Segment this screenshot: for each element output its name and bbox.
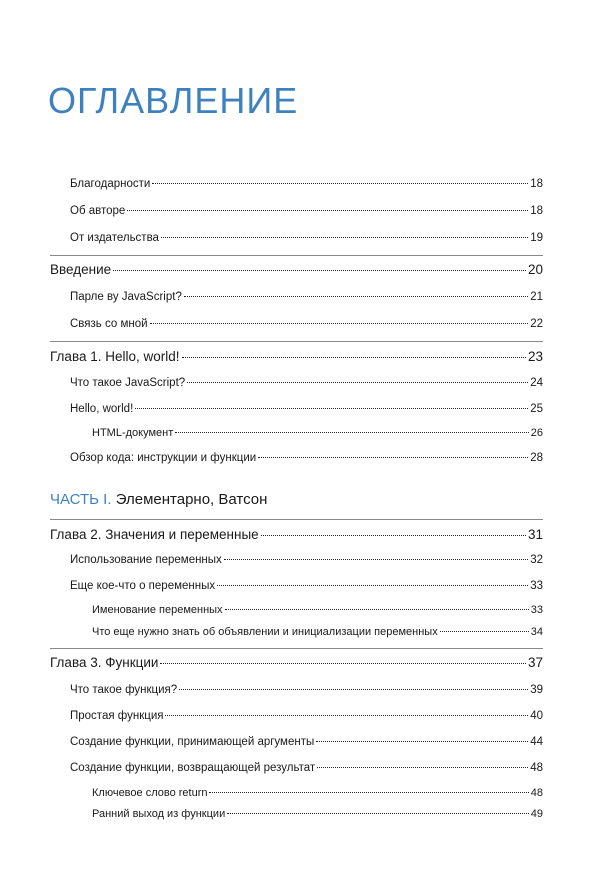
leader-dots <box>317 767 528 768</box>
leader-dots <box>175 432 529 433</box>
toc-entry-page: 39 <box>530 684 543 696</box>
leader-dots <box>224 559 528 560</box>
toc-entry-page: 24 <box>530 377 543 389</box>
leader-dots <box>225 609 529 610</box>
toc-entry-declaration-init[interactable] <box>92 626 543 638</box>
toc-entry-label: Парле ву JavaScript? <box>70 291 182 303</box>
leader-dots <box>179 689 528 690</box>
toc-entry-page: 34 <box>530 626 543 638</box>
toc-entry-label: Создание функции, возвращающей результат <box>70 762 316 774</box>
toc-entry-label: Простая функция <box>70 710 164 722</box>
toc-entry-page: 48 <box>530 787 543 799</box>
toc-entry-code-overview[interactable] <box>70 452 543 464</box>
toc-entry-label: Обзор кода: инструкции и функции <box>70 452 257 464</box>
toc-entry-hello-world[interactable] <box>70 403 543 415</box>
section-divider <box>50 255 543 256</box>
toc-entry-function-return[interactable] <box>70 762 543 774</box>
toc-entry-introduction[interactable] <box>50 262 543 277</box>
toc-entry-chapter-3[interactable] <box>50 655 543 670</box>
toc-entry-label: Глава 2. Значения и переменные <box>50 527 259 542</box>
toc-entry-page: 32 <box>530 554 543 566</box>
part-title: Элементарно, Ватсон <box>115 491 268 508</box>
leader-dots <box>184 296 528 297</box>
toc-entry-label: От издательства <box>70 232 159 244</box>
leader-dots <box>209 792 528 793</box>
leader-dots <box>187 382 528 383</box>
toc-entry-html-document[interactable] <box>92 427 543 439</box>
leader-dots <box>161 237 528 238</box>
toc-entry-label: Использование переменных <box>70 554 222 566</box>
toc-entry-what-is-js[interactable] <box>70 377 543 389</box>
toc-entry-parle[interactable] <box>70 291 543 303</box>
toc-entry-label: Об авторе <box>70 205 126 217</box>
toc-entry-page: 26 <box>530 427 543 439</box>
leader-dots <box>227 813 529 814</box>
toc-entry-label: Что такое функция? <box>70 684 178 696</box>
leader-dots <box>150 323 529 324</box>
toc-entry-what-is-function[interactable] <box>70 684 543 696</box>
toc-entry-page: 18 <box>530 205 543 217</box>
toc-entry-label: Создание функции, принимающей аргументы <box>70 736 315 748</box>
toc-entry-chapter-2[interactable] <box>50 527 543 542</box>
toc-entry-page: 19 <box>530 232 543 244</box>
toc-entry-label: Благодарности <box>70 178 151 190</box>
toc-entry-label: Глава 3. Функции <box>50 655 159 670</box>
toc-entry-page: 20 <box>527 262 543 277</box>
toc-entry-page: 44 <box>530 736 543 748</box>
toc-entry-label: Именование переменных <box>92 604 223 616</box>
toc-entry-contact[interactable] <box>70 318 543 330</box>
toc-entry-page: 49 <box>530 808 543 820</box>
leader-dots <box>182 357 526 358</box>
part-heading <box>50 491 267 508</box>
toc-entry-label: Что такое JavaScript? <box>70 377 186 389</box>
toc-entry-from-publisher[interactable] <box>70 232 543 244</box>
toc-entry-label: HTML-документ <box>92 427 174 439</box>
leader-dots <box>152 183 528 184</box>
section-divider <box>50 648 543 649</box>
leader-dots <box>113 270 526 271</box>
toc-entry-chapter-1[interactable] <box>50 349 543 364</box>
toc-entry-page: 18 <box>530 178 543 190</box>
toc-entry-label: Ключевое слово return <box>92 787 208 799</box>
toc-entry-acknowledgements[interactable] <box>70 178 543 190</box>
toc-entry-label: Что еще нужно знать об объявлении и инициализации переменных <box>92 626 438 638</box>
toc-entry-page: 37 <box>527 655 543 670</box>
leader-dots <box>135 408 528 409</box>
toc-entry-using-variables[interactable] <box>70 554 543 566</box>
toc-entry-page: 40 <box>530 710 543 722</box>
toc-entry-page: 31 <box>527 527 543 542</box>
section-divider <box>50 519 543 520</box>
toc-entry-page: 23 <box>527 349 543 364</box>
toc-entry-label: Еще кое-что о переменных <box>70 580 216 592</box>
leader-dots <box>160 663 526 664</box>
leader-dots <box>217 585 528 586</box>
toc-entry-early-exit[interactable] <box>92 808 543 820</box>
toc-entry-label: Hello, world! <box>70 403 134 415</box>
toc-entry-page: 48 <box>530 762 543 774</box>
toc-entry-label: Введение <box>50 262 112 277</box>
toc-entry-more-variables[interactable] <box>70 580 543 592</box>
toc-entry-naming-variables[interactable] <box>92 604 543 616</box>
toc-entry-page: 25 <box>530 403 543 415</box>
toc-entry-page: 33 <box>530 580 543 592</box>
leader-dots <box>261 535 526 536</box>
toc-entry-simple-function[interactable] <box>70 710 543 722</box>
toc-entry-label: Глава 1. Hello, world! <box>50 349 180 364</box>
leader-dots <box>258 457 528 458</box>
part-number: ЧАСТЬ I. <box>50 491 112 508</box>
toc-entry-label: Ранний выход из функции <box>92 808 226 820</box>
leader-dots <box>316 741 528 742</box>
toc-title: ОГЛАВЛЕНИЕ <box>48 80 299 121</box>
toc-entry-return-keyword[interactable] <box>92 787 543 799</box>
toc-entry-function-args[interactable] <box>70 736 543 748</box>
toc-entry-page: 28 <box>530 452 543 464</box>
leader-dots <box>127 210 528 211</box>
leader-dots <box>440 631 529 632</box>
toc-entry-page: 33 <box>530 604 543 616</box>
toc-entry-about-author[interactable] <box>70 205 543 217</box>
toc-entry-page: 21 <box>530 291 543 303</box>
section-divider <box>50 341 543 342</box>
toc-entry-label: Связь со мной <box>70 318 148 330</box>
toc-entry-page: 22 <box>530 318 543 330</box>
leader-dots <box>165 715 528 716</box>
